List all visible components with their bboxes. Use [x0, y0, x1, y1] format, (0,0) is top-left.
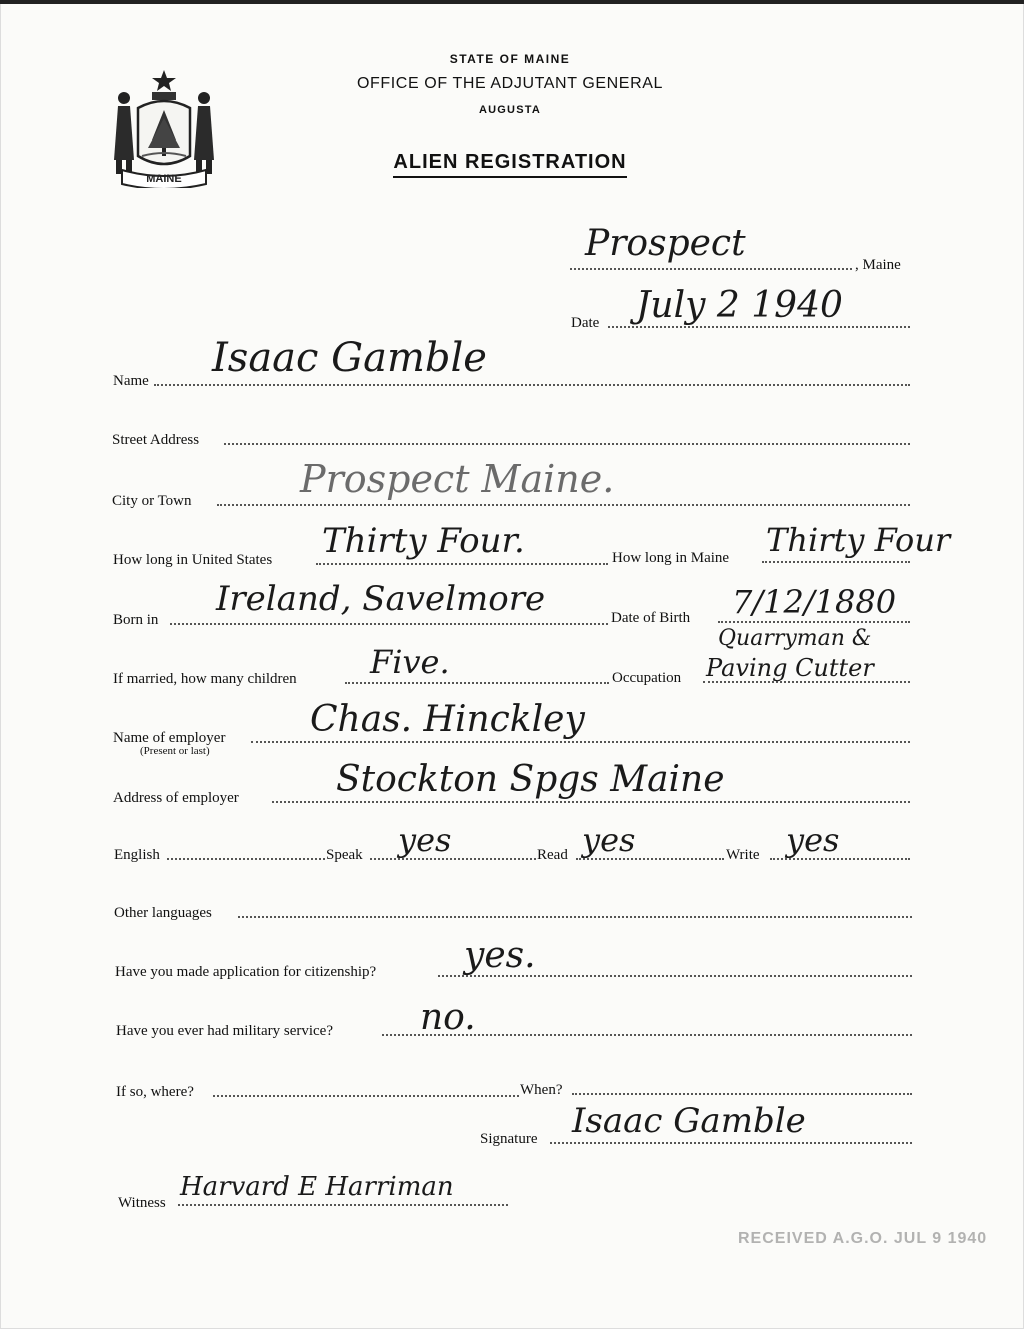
english-label: English [114, 847, 160, 863]
citizenship-label: Have you made application for citizenship? [115, 964, 377, 980]
seal-text: MAINE [146, 173, 182, 185]
date-line [608, 326, 910, 328]
read-label: Read [537, 847, 568, 863]
citizenship-value: yes. [464, 935, 536, 976]
how-long-us-value: Thirty Four. [322, 521, 525, 561]
location-line [570, 268, 852, 270]
employer-address-value: Stockton Spgs Maine [336, 759, 725, 800]
city-value: Prospect Maine. [300, 457, 615, 501]
if-so-where-label: If so, where? [116, 1084, 194, 1100]
born-in-label: Born in [113, 612, 159, 628]
other-languages-line [238, 916, 912, 918]
city-line [217, 504, 910, 506]
speak-label: Speak [326, 847, 363, 863]
top-border [0, 0, 1024, 4]
write-value: yes [786, 821, 840, 859]
speak-value: yes [398, 821, 452, 859]
how-long-maine-line [762, 561, 910, 563]
date-label: Date [571, 315, 600, 331]
received-stamp: RECEIVED A.G.O. JUL 9 1940 [738, 1230, 988, 1247]
employer-name-value: Chas. Hinckley [310, 699, 585, 740]
born-in-value: Ireland, Savelmore [216, 579, 546, 619]
witness-label: Witness [118, 1195, 166, 1211]
date-value: July 2 1940 [636, 285, 843, 326]
employer-address-line [272, 801, 910, 803]
occupation-value-line2: Paving Cutter [706, 654, 874, 682]
witness-value: Harvard E Harriman [180, 1172, 454, 1202]
english-line [167, 858, 325, 860]
occupation-label: Occupation [612, 670, 682, 686]
location-value: Prospect [585, 223, 746, 264]
date-of-birth-line [718, 621, 910, 623]
children-line [345, 682, 609, 684]
when-label: When? [520, 1082, 563, 1098]
other-languages-label: Other languages [114, 905, 212, 921]
date-of-birth-label: Date of Birth [611, 610, 691, 626]
employer-name-sublabel: (Present or last) [140, 745, 210, 757]
date-of-birth-value: 7/12/1880 [732, 583, 897, 621]
header-state: STATE OF MAINE [449, 52, 571, 66]
military-value: no. [420, 997, 476, 1038]
occupation-value-line1: Quarryman & [718, 626, 872, 651]
name-line [154, 384, 910, 386]
city-label: City or Town [112, 493, 192, 509]
write-label: Write [726, 847, 760, 863]
employer-name-label: Name of employer [113, 730, 226, 746]
military-label: Have you ever had military service? [116, 1023, 333, 1039]
how-long-us-label: How long in United States [113, 552, 273, 568]
form-title: ALIEN REGISTRATION [300, 151, 720, 174]
children-label: If married, how many children [113, 671, 297, 687]
how-long-maine-label: How long in Maine [612, 550, 730, 566]
children-value: Five. [370, 643, 450, 681]
if-so-where-line [213, 1095, 519, 1097]
signature-line [550, 1142, 912, 1144]
street-address-line [224, 443, 910, 445]
how-long-us-line [316, 563, 608, 565]
employer-address-label: Address of employer [113, 790, 239, 806]
street-address-label: Street Address [112, 432, 200, 448]
signature-value: Isaac Gamble [572, 1101, 806, 1141]
employer-name-line [251, 741, 910, 743]
name-label: Name [113, 373, 149, 389]
signature-label: Signature [480, 1131, 538, 1147]
header-city: AUGUSTA [479, 104, 541, 116]
how-long-maine-value: Thirty Four [766, 521, 951, 559]
location-suffix: , Maine [855, 257, 901, 273]
speak-line [370, 858, 536, 860]
when-line [572, 1093, 912, 1095]
read-value: yes [582, 821, 636, 859]
name-value: Isaac Gamble [212, 335, 487, 381]
header-office: OFFICE OF THE ADJUTANT GENERAL [356, 75, 664, 92]
maine-seal-icon [108, 64, 220, 188]
witness-line [178, 1204, 508, 1206]
born-in-line [170, 623, 608, 625]
